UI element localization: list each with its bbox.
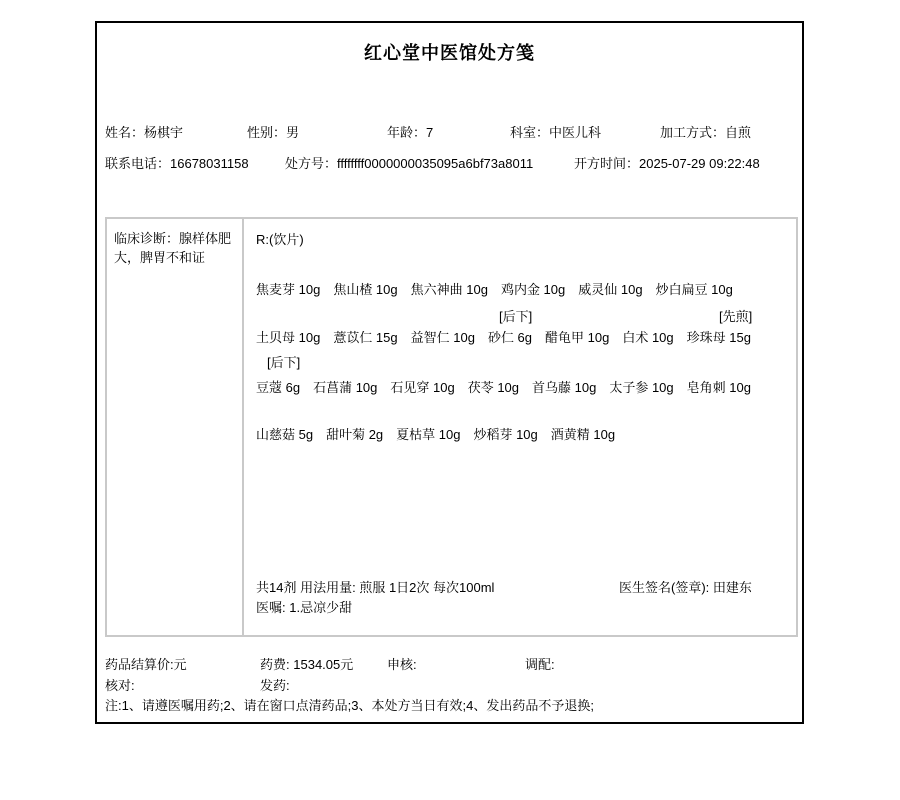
drug-line-2: [256, 327, 764, 346]
drug-item: 白术 10g: [622, 330, 674, 345]
fee-label: 药费:: [260, 657, 290, 672]
advice-label: 医嘱:: [256, 600, 286, 615]
diagnosis-label: 临床诊断：: [114, 231, 180, 246]
usage-label: 用法用量:: [300, 580, 356, 595]
decoction-note-houxia-1: [后下]: [499, 309, 533, 324]
field-name: [105, 122, 183, 141]
drug-item: 珍珠母 15g: [686, 330, 751, 345]
advice-value: 1.忌凉少甜: [289, 600, 353, 615]
drug-item: 炒白扁豆 10g: [655, 282, 733, 297]
prescription-sheet: [95, 21, 804, 724]
prepare-field: 调配:: [525, 657, 555, 672]
drug-item: 石菖蒲 10g: [313, 380, 378, 395]
drug-item: 茯苓 10g: [467, 380, 520, 395]
gender-value: 男: [286, 125, 300, 140]
age-value: 7: [426, 125, 434, 140]
usage-value: 煎服 1日2次 每次100ml: [359, 580, 495, 595]
drug-item: 酒黄精 10g: [550, 427, 616, 442]
rx-no-value: ffffffff0000000035095a6bf73a8011: [337, 156, 534, 171]
drug-item: 焦六神曲 10g: [410, 282, 488, 297]
settle-price: [105, 654, 187, 673]
processing-value: 自煎: [725, 125, 752, 140]
drug-line-3: [256, 377, 764, 396]
drug-item: 太子参 10g: [609, 380, 674, 395]
drug-item: 砂仁 6g: [487, 330, 533, 345]
doctor-label: 医生签名(签章):: [619, 580, 710, 595]
drug-item: 夏枯草 10g: [396, 427, 461, 442]
drug-line-1: [256, 279, 746, 298]
drug-line-4: [256, 424, 628, 443]
dispense-field: 发药:: [260, 678, 290, 693]
gender-label: 性别：: [247, 125, 287, 140]
department-label: 科室：: [510, 125, 550, 140]
usage-line: [256, 577, 494, 596]
phone-label: 联系电话：: [105, 156, 171, 171]
field-time: [574, 153, 760, 172]
rx-column: [244, 219, 796, 635]
field-phone: [105, 153, 249, 172]
drug-item: 益智仁 10g: [410, 330, 475, 345]
fee: [260, 654, 353, 673]
field-rx-no: [285, 153, 533, 172]
fee-value: 1534.05元: [293, 657, 354, 672]
diagnosis-column: [107, 219, 244, 635]
time-label: 开方时间：: [574, 156, 640, 171]
department-value: 中医儿科: [549, 125, 602, 140]
dose-count: 共14剂: [256, 580, 297, 595]
age-label: 年龄：: [387, 125, 427, 140]
field-gender: [247, 122, 299, 141]
doctor-signature: [619, 577, 752, 596]
diagnosis-value: 腺样体肥大，脾胃不和证: [114, 231, 232, 265]
drug-item: 焦麦芽 10g: [256, 282, 321, 297]
drug-item: 鸡内金 10g: [500, 282, 566, 297]
prescription-box: [105, 217, 798, 637]
drug-item: 皂角刺 10g: [686, 380, 751, 395]
page-title: 红心堂中医馆处方笺: [364, 43, 535, 63]
settle-value: 元: [173, 657, 187, 672]
advice-line: [256, 597, 352, 616]
rx-header: R:(饮片): [256, 232, 304, 247]
phone-value: 16678031158: [170, 156, 249, 171]
drug-item: 威灵仙 10g: [578, 282, 643, 297]
drug-item: 豆蔻 6g: [256, 380, 301, 395]
decoction-note-xianjian: [先煎]: [719, 309, 753, 324]
drug-item: 醋龟甲 10g: [545, 330, 610, 345]
footer-note: 注:1、请遵医嘱用药;2、请在窗口点清药品;3、本处方当日有效;4、发出药品不予退换;: [105, 698, 594, 713]
processing-label: 加工方式：: [660, 125, 726, 140]
drug-item: 炒稻芽 10g: [473, 427, 538, 442]
drug-item: 首乌藤 10g: [532, 380, 597, 395]
drug-item: 山慈菇 5g: [256, 427, 314, 442]
check-field: 核对:: [105, 678, 135, 693]
review-field: 申核:: [387, 657, 417, 672]
drug-item: 焦山楂 10g: [333, 282, 398, 297]
drug-item: 土贝母 10g: [256, 330, 321, 345]
name-value: 杨棋宇: [144, 125, 184, 140]
settle-label: 药品结算价:: [105, 657, 174, 672]
field-processing: [660, 122, 751, 141]
field-department: [510, 122, 601, 141]
time-value: 2025-07-29 09:22:48: [639, 156, 760, 171]
drug-item: 薏苡仁 15g: [333, 330, 398, 345]
name-label: 姓名：: [105, 125, 145, 140]
drug-item: 石见穿 10g: [390, 380, 455, 395]
rx-no-label: 处方号：: [285, 156, 338, 171]
field-age: [387, 122, 433, 141]
drug-item: 甜叶菊 2g: [326, 427, 384, 442]
decoction-note-houxia-2: [后下]: [267, 355, 301, 370]
doctor-name: 田建东: [712, 580, 752, 595]
